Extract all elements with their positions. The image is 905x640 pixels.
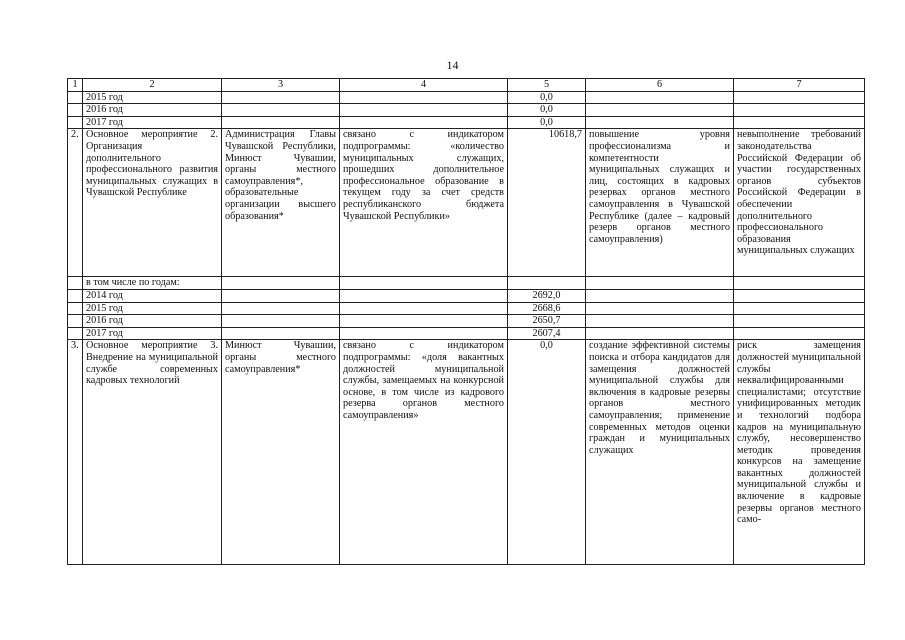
year-row	[68, 91, 865, 104]
by-years-label: в том числе по годам:	[83, 277, 222, 290]
year-amount: 0,0	[508, 116, 586, 129]
year-amount: 2650,7	[508, 315, 586, 328]
event-executor: Минюст Чувашии, органы местного самоуправления*	[222, 340, 340, 565]
year-label: 2016 год	[83, 315, 222, 328]
column-numbers-row	[68, 79, 865, 92]
header-cell: 5	[508, 79, 586, 92]
header-cell: 6	[586, 79, 734, 92]
year-label: 2017 год	[83, 327, 222, 340]
year-amount: 0,0	[508, 104, 586, 117]
year-row	[68, 116, 865, 129]
year-label: 2017 год	[83, 116, 222, 129]
year-amount: 2692,0	[508, 289, 586, 302]
event-indicator: связано с индикатором подпрограммы: «количество муниципальных служащих, прошедших дополнительное профессиональное образование в текущем году за счет средств республиканского бюджета Чувашской Республики»	[340, 129, 508, 277]
year-row	[68, 104, 865, 117]
event-number: 3.	[68, 340, 83, 565]
header-cell: 1	[68, 79, 83, 92]
program-events-table	[67, 78, 865, 565]
event-row-3	[68, 340, 865, 565]
event-name: Основное мероприятие 2. Организация дополнительного профессионального развития муниципальных служащих в Чувашской Республике	[83, 129, 222, 277]
year-label: 2014 год	[83, 289, 222, 302]
event-row-2	[68, 129, 865, 277]
year-amount: 0,0	[508, 91, 586, 104]
header-cell: 4	[340, 79, 508, 92]
event-risk: риск замещения должностей муниципальной службы неквалифицированными специалистами; отсутствие унифицированных методик и технологий подбора кадров на муниципальную службу, несовершенство методик проведения конкурсов на замещение вакантных должностей муниципальной службы и включение в кадровые резервы органов местного само-	[734, 340, 865, 565]
header-cell: 2	[83, 79, 222, 92]
header-cell: 7	[734, 79, 865, 92]
event-indicator: связано с индикатором подпрограммы: «доля вакантных должностей муниципальной службы, замещаемых на конкурсной основе, в том числе из кадрового резерва органов местного самоуправления»	[340, 340, 508, 565]
year-row	[68, 302, 865, 315]
year-row	[68, 327, 865, 340]
header-cell: 3	[222, 79, 340, 92]
event-executor: Администрация Главы Чувашской Республики, Минюст Чувашии, органы местного самоуправления*, образовательные организации высшего образования*	[222, 129, 340, 277]
event-risk: невыполнение требований законодательства Российской Федерации об участии государственных органов субъектов Российской Федерации в обеспечении дополнительного профессионального образования муниципальных служащих	[734, 129, 865, 277]
year-label: 2016 год	[83, 104, 222, 117]
event-amount: 10618,7	[508, 129, 586, 277]
page-number: 14	[446, 58, 459, 72]
event-amount: 0,0	[508, 340, 586, 565]
event-name: Основное мероприятие 3. Внедрение на муниципальной службе современных кадровых технологий	[83, 340, 222, 565]
year-amount: 2607,4	[508, 327, 586, 340]
event-result: повышение уровня профессионализма и компетентности муниципальных служащих и лиц, состоящих в кадровых резервах органов местного самоуправления в Чувашской Республике (далее – кадровый резерв органов местного самоуправления)	[586, 129, 734, 277]
year-amount: 2668,6	[508, 302, 586, 315]
year-label: 2015 год	[83, 302, 222, 315]
year-row	[68, 289, 865, 302]
year-row	[68, 315, 865, 328]
event-result: создание эффективной системы поиска и отбора кандидатов для замещения должностей муниципальной службы для включения в кадровые резервы органов местного самоуправления; применение современных методов оценки граждан и муниципальных служащих	[586, 340, 734, 565]
year-label: 2015 год	[83, 91, 222, 104]
by-years-row	[68, 277, 865, 290]
event-number: 2.	[68, 129, 83, 277]
